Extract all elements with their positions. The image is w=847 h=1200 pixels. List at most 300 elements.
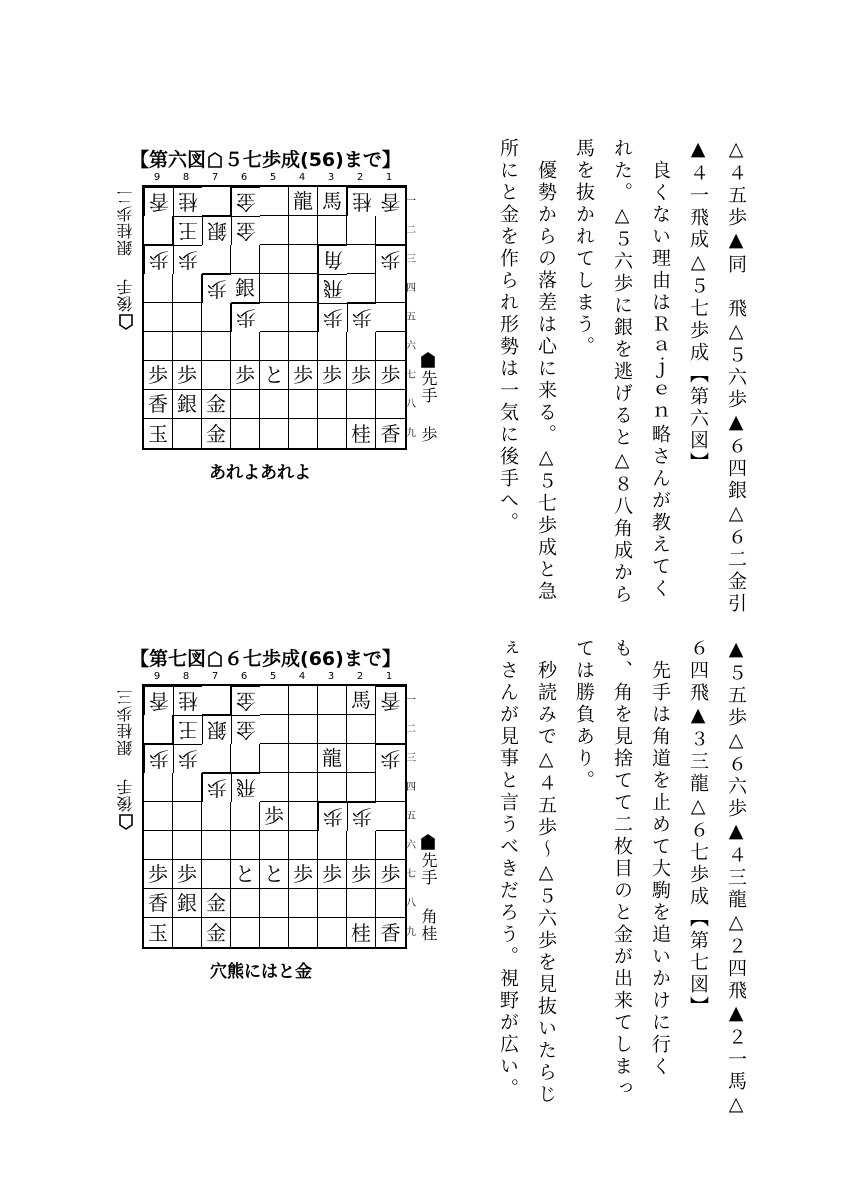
board-square <box>289 744 318 773</box>
gote-piece: 王 <box>178 718 198 742</box>
board-piece <box>173 889 202 918</box>
board-square <box>376 802 405 831</box>
board-piece <box>173 361 202 390</box>
diagram-title-move: ５七歩成(56)まで】 <box>224 149 401 171</box>
board-square <box>260 744 289 773</box>
gote-piece: 飛 <box>236 776 256 800</box>
sente-piece: 玉 <box>148 421 168 446</box>
row-labels <box>406 187 420 448</box>
column-labels <box>142 671 405 685</box>
column-labels <box>142 172 405 186</box>
sente-piece: と <box>264 862 284 886</box>
board-piece <box>318 802 347 831</box>
sente-hand-pieces: 角桂 <box>419 908 438 942</box>
gote-piece: 歩 <box>178 747 198 771</box>
sente-piece: 香 <box>148 392 168 416</box>
board-square <box>376 715 405 744</box>
gote-hand-label: 後手 <box>116 278 135 312</box>
board-square <box>173 303 202 332</box>
board-piece <box>202 889 231 918</box>
board-square <box>376 303 405 332</box>
board-piece <box>202 390 231 419</box>
board-piece <box>173 390 202 419</box>
board-piece <box>289 187 318 216</box>
board-piece <box>144 686 173 715</box>
board-piece <box>347 419 376 448</box>
board-square <box>318 390 347 419</box>
board-square <box>318 686 347 715</box>
gote-piece: 銀 <box>207 219 227 243</box>
column-label: 8 <box>182 172 190 183</box>
column-label: 6 <box>240 172 248 183</box>
sente-piece: 玉 <box>148 920 168 945</box>
board-square <box>289 889 318 918</box>
board-square <box>231 419 260 448</box>
gote-piece: 歩 <box>380 747 401 771</box>
board-square <box>144 831 173 860</box>
gote-hand-pieces: 銀桂歩二 <box>116 188 135 256</box>
gote-piece: 銀 <box>207 718 227 742</box>
board-square <box>231 245 260 274</box>
row-label: 九 <box>406 927 416 938</box>
board-piece <box>318 303 347 332</box>
sente-piece: 歩 <box>380 363 401 387</box>
gote-piece: 歩 <box>178 248 198 272</box>
board-square <box>260 773 289 802</box>
board-piece <box>347 187 376 216</box>
board-piece <box>376 918 405 947</box>
column-label: 3 <box>327 671 335 682</box>
board-square <box>202 744 231 773</box>
commentary-line: 秒読みで△４五歩〜△５六歩を見抜いたらじ <box>535 638 557 1106</box>
board-square <box>260 831 289 860</box>
board-square <box>144 802 173 831</box>
board-piece <box>144 187 173 216</box>
sente-piece: 香 <box>380 920 401 945</box>
board-square <box>318 889 347 918</box>
row-labels <box>406 686 420 947</box>
gote-piece: 金 <box>236 689 256 713</box>
board-square <box>144 715 173 744</box>
commentary-block-1 <box>489 138 755 615</box>
gote-hand-pieces: 銀桂歩三 <box>116 688 135 756</box>
board-piece <box>144 860 173 889</box>
board-square <box>202 361 231 390</box>
diagram-title <box>130 145 401 172</box>
board-piece <box>173 715 202 744</box>
board-piece <box>144 245 173 274</box>
board-square <box>202 187 231 216</box>
board-piece <box>318 245 347 274</box>
row-label: 六 <box>406 341 416 352</box>
row-label: 一 <box>406 196 416 207</box>
board-piece <box>289 860 318 889</box>
board-square <box>260 889 289 918</box>
row-label: 二 <box>406 724 416 735</box>
sente-piece: 馬 <box>351 688 371 712</box>
board-piece <box>376 419 405 448</box>
gote-piece: 歩 <box>149 248 169 272</box>
commentary-line: ぇさんが見事と言うべきだろう。視野が広い。 <box>497 638 519 1100</box>
board-piece <box>347 802 376 831</box>
board-piece <box>318 361 347 390</box>
shogi-board <box>142 185 407 450</box>
gote-piece: 金 <box>236 718 256 742</box>
row-label: 三 <box>406 753 416 764</box>
board-piece <box>376 686 405 715</box>
gote-piece: 香 <box>380 689 401 713</box>
commentary-line: 優勢からの落差は心に来る。△５七歩成と急 <box>535 138 557 603</box>
board-piece <box>231 274 260 303</box>
gote-piece: 香 <box>149 689 169 713</box>
gote-piece: 桂 <box>352 190 372 214</box>
gote-piece: 歩 <box>352 805 372 829</box>
commentary-line: ▲４一飛成△５七歩成【第六図】 <box>687 138 709 474</box>
sente-piece: 銀 <box>177 392 197 416</box>
board-square <box>173 332 202 361</box>
board-square <box>289 419 318 448</box>
gote-piece: 金 <box>236 219 256 243</box>
board-square <box>231 332 260 361</box>
board-piece <box>231 773 260 802</box>
board-square <box>260 918 289 947</box>
sente-piece: 歩 <box>177 363 197 387</box>
board-square <box>376 216 405 245</box>
row-label: 四 <box>406 283 416 294</box>
board-piece <box>231 187 260 216</box>
board-square <box>260 686 289 715</box>
commentary-line: ６四飛▲３三龍△６七歩成【第七図】 <box>687 638 709 1018</box>
board-piece <box>347 918 376 947</box>
sente-piece: と <box>264 363 284 387</box>
board-square <box>289 274 318 303</box>
board-square <box>289 715 318 744</box>
diagram-caption: あれよあれよ <box>209 463 311 483</box>
board-piece <box>347 860 376 889</box>
board-square <box>289 802 318 831</box>
board-square <box>260 216 289 245</box>
commentary-line: △４五歩▲同 飛△５六歩▲６四銀△６二金引 <box>725 138 747 615</box>
board-square <box>202 332 231 361</box>
board-square <box>173 918 202 947</box>
board-square <box>260 303 289 332</box>
sente-piece: 金 <box>206 421 226 446</box>
column-label: 4 <box>298 172 306 183</box>
black-pentagon-icon <box>421 834 435 850</box>
board-square <box>173 419 202 448</box>
gote-piece: 香 <box>149 190 169 214</box>
board-piece <box>173 187 202 216</box>
commentary-line: 先手は角道を止めて大駒を追いかけに行く <box>649 638 671 1078</box>
diagram-title-text: 【第七図 <box>130 648 207 670</box>
board-square <box>202 303 231 332</box>
board-square <box>260 390 289 419</box>
board-piece <box>318 274 347 303</box>
gote-piece: 歩 <box>236 306 256 330</box>
sente-hand-label: 先手 <box>419 852 438 886</box>
board-square <box>144 216 173 245</box>
board-piece <box>318 187 347 216</box>
board-square <box>347 831 376 860</box>
board-square <box>376 773 405 802</box>
board-square <box>289 216 318 245</box>
board-square <box>347 245 376 274</box>
sente-piece: 歩 <box>293 363 313 387</box>
column-label: 6 <box>240 671 248 682</box>
sente-piece: 銀 <box>235 276 255 300</box>
white-pentagon-icon <box>119 814 133 830</box>
sente-hand-pieces: 歩 <box>419 426 438 443</box>
board-square <box>318 332 347 361</box>
board-square <box>289 773 318 802</box>
gote-piece: 香 <box>380 190 401 214</box>
board-square <box>289 686 318 715</box>
board-piece <box>202 216 231 245</box>
board-piece <box>260 361 289 390</box>
board-square <box>231 889 260 918</box>
board-square <box>318 419 347 448</box>
commentary-line: ては勝負あり。 <box>573 638 595 792</box>
board-square <box>376 831 405 860</box>
sente-piece: 歩 <box>235 363 255 387</box>
diagram-caption: 穴熊にはと金 <box>210 962 312 982</box>
sente-piece: 香 <box>148 891 168 915</box>
board-square <box>260 245 289 274</box>
column-label: 3 <box>327 172 335 183</box>
commentary-block-2 <box>489 638 755 1118</box>
board-piece <box>202 715 231 744</box>
board-piece <box>144 744 173 773</box>
board-square <box>289 303 318 332</box>
board-square <box>318 918 347 947</box>
board-piece <box>202 773 231 802</box>
board-piece <box>260 860 289 889</box>
board-square <box>231 390 260 419</box>
sente-piece: 馬 <box>322 189 342 213</box>
column-label: 1 <box>385 172 393 183</box>
row-label: 二 <box>406 225 416 236</box>
board-square <box>231 802 260 831</box>
board-square <box>318 715 347 744</box>
board-piece <box>376 860 405 889</box>
board-square <box>260 187 289 216</box>
sente-piece: 桂 <box>351 920 371 945</box>
gote-piece: 桂 <box>178 689 198 713</box>
board-square <box>347 744 376 773</box>
gote-piece: 金 <box>236 190 256 214</box>
board-piece <box>202 419 231 448</box>
board-piece <box>318 860 347 889</box>
row-label: 八 <box>406 399 416 410</box>
board-square <box>376 390 405 419</box>
board-square <box>347 332 376 361</box>
board-square <box>318 216 347 245</box>
board-piece <box>347 303 376 332</box>
commentary-line: 良くない理由はＲａｊｅｎ略さんが教えてく <box>649 138 671 600</box>
row-label: 五 <box>406 811 416 822</box>
board-piece <box>347 686 376 715</box>
board-square <box>347 889 376 918</box>
board-square <box>173 773 202 802</box>
sente-piece: 香 <box>380 421 401 446</box>
board-square <box>347 274 376 303</box>
row-label: 七 <box>406 370 416 381</box>
diagram-title-text: 【第六図 <box>130 149 207 171</box>
row-label: 四 <box>406 782 416 793</box>
row-label: 三 <box>406 254 416 265</box>
board-piece <box>231 715 260 744</box>
diagram-title <box>130 644 401 671</box>
board-piece <box>173 245 202 274</box>
board-square <box>260 274 289 303</box>
board-piece <box>318 744 347 773</box>
white-pentagon-icon <box>119 314 133 330</box>
board-piece <box>173 686 202 715</box>
row-label: 七 <box>406 869 416 880</box>
diagram-title-move: ６七歩成(66)まで】 <box>224 648 401 670</box>
board-piece <box>347 361 376 390</box>
commentary-line: 馬を抜かれてしまう。 <box>573 138 595 358</box>
gote-piece: 角 <box>323 248 343 272</box>
board-square <box>289 332 318 361</box>
board-square <box>231 918 260 947</box>
sente-piece: 龍 <box>322 746 342 770</box>
sente-piece: 歩 <box>322 862 342 886</box>
sente-piece: と <box>235 862 255 886</box>
board-square <box>173 831 202 860</box>
board-piece <box>173 216 202 245</box>
column-label: 7 <box>211 671 219 682</box>
board-piece <box>231 686 260 715</box>
column-label: 9 <box>153 172 161 183</box>
sente-hand-label: 先手 <box>419 370 438 404</box>
column-label: 5 <box>269 671 277 682</box>
commentary-line: 所にと金を作られ形勢は一気に後手へ。 <box>497 138 519 534</box>
gote-hand <box>118 688 134 832</box>
column-label: 5 <box>269 172 277 183</box>
sente-piece: 歩 <box>264 804 284 828</box>
board-square <box>289 390 318 419</box>
board-piece <box>144 390 173 419</box>
gote-piece: 歩 <box>207 277 227 301</box>
board-square <box>202 860 231 889</box>
gote-piece: 歩 <box>149 747 169 771</box>
column-label: 2 <box>356 671 364 682</box>
board-square <box>202 686 231 715</box>
board-square <box>318 773 347 802</box>
board-square <box>260 419 289 448</box>
sente-piece: 銀 <box>177 891 197 915</box>
gote-piece: 歩 <box>323 306 343 330</box>
board-square <box>231 831 260 860</box>
sente-piece: 歩 <box>351 363 371 387</box>
gote-piece: 飛 <box>323 277 343 301</box>
sente-hand <box>420 350 436 443</box>
gote-piece: 桂 <box>178 190 198 214</box>
gote-hand-label: 後手 <box>116 778 135 812</box>
gote-piece: 歩 <box>380 248 401 272</box>
column-label: 2 <box>356 172 364 183</box>
row-label: 一 <box>406 695 416 706</box>
sente-piece: 龍 <box>293 189 313 213</box>
column-label: 7 <box>211 172 219 183</box>
sente-piece: 歩 <box>351 862 371 886</box>
sente-piece: 歩 <box>148 862 168 886</box>
sente-hand <box>420 832 436 942</box>
white-pentagon-icon <box>208 152 222 168</box>
gote-piece: 歩 <box>352 306 372 330</box>
board-square <box>289 245 318 274</box>
board-piece <box>202 918 231 947</box>
sente-piece: 歩 <box>177 862 197 886</box>
board-square <box>289 831 318 860</box>
board-square <box>347 773 376 802</box>
sente-piece: 歩 <box>148 363 168 387</box>
board-piece <box>173 860 202 889</box>
commentary-line: も、角を見捨てて二枚目のと金が出来てしまっ <box>611 638 633 1100</box>
board-square <box>144 332 173 361</box>
board-piece <box>376 744 405 773</box>
sente-piece: 歩 <box>380 862 401 886</box>
gote-piece: 王 <box>178 219 198 243</box>
black-pentagon-icon <box>421 352 435 368</box>
column-label: 9 <box>153 671 161 682</box>
board-piece <box>376 361 405 390</box>
board-square <box>376 274 405 303</box>
row-label: 八 <box>406 898 416 909</box>
sente-piece: 金 <box>206 392 226 416</box>
gote-hand <box>118 188 134 332</box>
board-square <box>260 332 289 361</box>
board-square <box>347 216 376 245</box>
board-square <box>260 715 289 744</box>
sente-piece: 金 <box>206 920 226 945</box>
board-square <box>347 715 376 744</box>
board-square <box>231 744 260 773</box>
commentary-line: れた。△５六歩に銀を逃げると△８八角成から <box>611 138 633 606</box>
board-piece <box>289 361 318 390</box>
commentary-line: ▲５五歩△６六歩▲４三龍△２四飛▲２一馬△ <box>725 638 747 1118</box>
board-piece <box>376 245 405 274</box>
board-piece <box>144 419 173 448</box>
board-square <box>202 831 231 860</box>
row-label: 六 <box>406 840 416 851</box>
board-square <box>173 274 202 303</box>
board-square <box>202 802 231 831</box>
sente-piece: 歩 <box>322 363 342 387</box>
board-piece <box>202 274 231 303</box>
shogi-board <box>142 684 407 949</box>
board-piece <box>144 889 173 918</box>
board-square <box>202 245 231 274</box>
board-square <box>173 802 202 831</box>
board-square <box>144 303 173 332</box>
board-square <box>376 889 405 918</box>
board-square <box>144 773 173 802</box>
column-label: 4 <box>298 671 306 682</box>
board-piece <box>231 303 260 332</box>
board-piece <box>231 216 260 245</box>
column-label: 8 <box>182 671 190 682</box>
board-square <box>347 390 376 419</box>
sente-piece: 桂 <box>351 421 371 446</box>
row-label: 九 <box>406 428 416 439</box>
gote-piece: 歩 <box>207 776 227 800</box>
board-piece <box>231 361 260 390</box>
sente-piece: 金 <box>206 891 226 915</box>
column-label: 1 <box>385 671 393 682</box>
board-square <box>376 332 405 361</box>
